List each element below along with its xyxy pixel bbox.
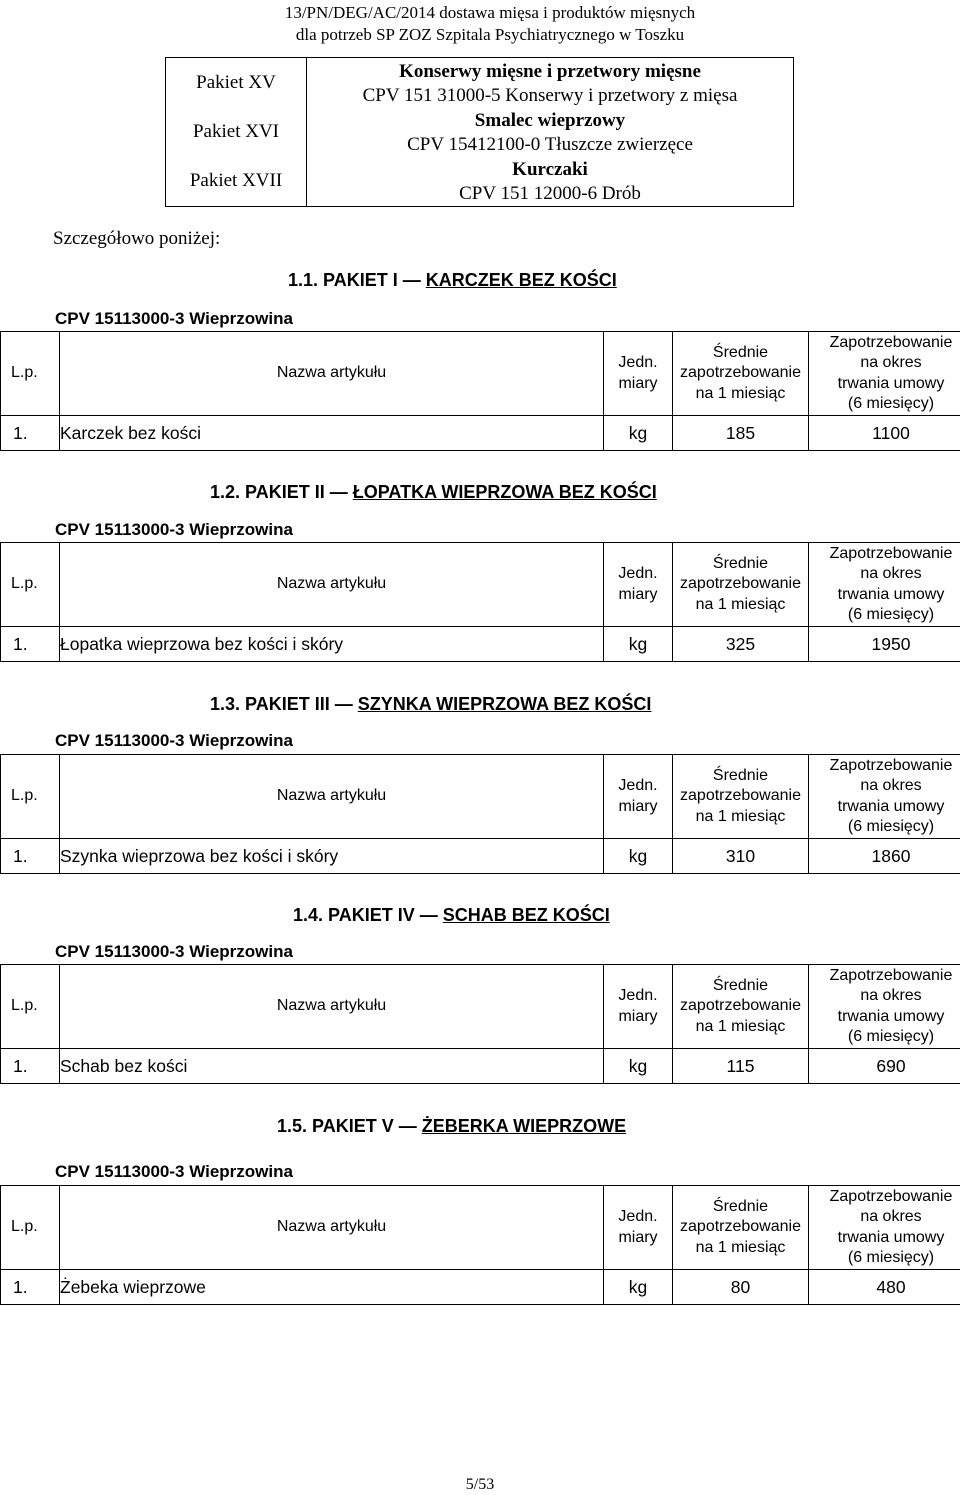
header-lp: L.p.: [1, 965, 60, 1049]
page-number: 5/53: [465, 1476, 495, 1493]
header-unit-line: Jedn.: [618, 1208, 658, 1225]
header-unit-line: Jedn.: [618, 565, 658, 582]
header-lp: L.p.: [1, 1186, 60, 1270]
header-total-line: trwania umowy: [837, 1228, 945, 1246]
cell-lp: 1.: [1, 839, 60, 874]
table-header-row: [1, 755, 960, 839]
header-name: Nazwa artykułu: [60, 332, 604, 416]
header-avg-line: na 1 miesiąc: [695, 807, 786, 825]
table-header-row: [1, 965, 960, 1049]
cell-unit: kg: [604, 1270, 673, 1305]
header-total-line: na okres: [860, 565, 922, 582]
header-total-line: na okres: [860, 987, 922, 1004]
header-name: Nazwa artykułu: [60, 543, 604, 627]
header-total-line: Zapotrzebowanie: [829, 756, 953, 774]
cell-lp: 1.: [1, 1270, 60, 1305]
details-label: Szczegółowo poniżej:: [53, 228, 221, 249]
header-unit-line: miary: [618, 1228, 658, 1246]
pakiet-name: ŁOPATKA WIEPRZOWA BEZ KOŚCI: [352, 482, 657, 502]
header-unit: [604, 965, 673, 1049]
overview-item-title: Konserwy mięsne i przetwory mięsne: [399, 61, 701, 82]
header-avg-line: Średnie: [712, 1197, 769, 1215]
header-total: [809, 965, 960, 1049]
header-lp: L.p.: [1, 332, 60, 416]
overview-item-cpv: CPV 151 12000-6 Drób: [459, 183, 641, 205]
pakiet-table: [0, 331, 960, 451]
pakiet-number: 1.3.: [210, 694, 241, 714]
document-header: [0, 2, 960, 46]
overview-pakiet-cell: [166, 58, 307, 207]
cell-total: 1100: [809, 416, 960, 451]
pakiet-title: [288, 270, 617, 291]
header-total: [809, 1186, 960, 1270]
cell-avg: 80: [673, 1270, 809, 1305]
header-total-line: Zapotrzebowanie: [829, 333, 953, 351]
header-total-line: trwania umowy: [837, 585, 945, 603]
header-avg-line: Średnie: [712, 976, 769, 994]
pakiet-cpv: CPV 15113000-3 Wieprzowina: [55, 520, 293, 539]
header-line-2: dla potrzeb SP ZOZ Szpitala Psychiatrycznego w Toszku: [295, 25, 685, 44]
header-total-line: Zapotrzebowanie: [829, 966, 953, 984]
pakiet-table: [0, 1185, 960, 1305]
header-total: [809, 543, 960, 627]
table-header-row: [1, 1186, 960, 1270]
cell-name: Karczek bez kości: [60, 416, 604, 451]
header-unit-line: Jedn.: [618, 987, 658, 1004]
header-avg-line: Średnie: [712, 343, 769, 361]
header-unit-line: Jedn.: [618, 354, 658, 371]
overview-item-cpv: CPV 151 31000-5 Konserwy i przetwory z mięsa: [362, 85, 738, 107]
header-unit-line: miary: [618, 585, 658, 603]
pakiet-cpv: CPV 15113000-3 Wieprzowina: [55, 1162, 293, 1181]
header-total: [809, 332, 960, 416]
cell-unit: kg: [604, 416, 673, 451]
pakiet-name: SCHAB BEZ KOŚCI: [442, 905, 610, 925]
cell-total: 1950: [809, 627, 960, 662]
pakiet-label: PAKIET V: [312, 1116, 394, 1136]
cell-avg: 325: [673, 627, 809, 662]
header-unit: [604, 332, 673, 416]
table-row: [1, 627, 960, 662]
pakiet-dash: —: [334, 694, 353, 714]
header-total-line: (6 miesięcy): [847, 1028, 935, 1045]
cell-name: Łopatka wieprzowa bez kości i skóry: [60, 627, 604, 662]
table-header-row: [1, 543, 960, 627]
pakiet-title: [277, 1116, 626, 1137]
header-avg-line: zapotrzebowanie: [680, 787, 801, 805]
header-avg: [673, 332, 809, 416]
header-line-1: 13/PN/DEG/AC/2014 dostawa mięsa i produktów mięsnych: [284, 3, 696, 22]
cell-lp: 1.: [1, 416, 60, 451]
header-avg: [673, 755, 809, 839]
pakiet-label: PAKIET II: [245, 482, 325, 502]
cell-lp: 1.: [1, 1049, 60, 1084]
pakiet-name: ŻEBERKA WIEPRZOWE: [421, 1116, 627, 1136]
pakiet-table: [0, 964, 960, 1084]
table-header-row: [1, 332, 960, 416]
overview-item-cpv: CPV 15412100-0 Tłuszcze zwierzęce: [407, 134, 693, 156]
pakiet-table: [0, 542, 960, 662]
header-unit-line: miary: [618, 797, 658, 815]
overview-pakiet-xvi: Pakiet XVI: [192, 121, 279, 142]
header-avg-line: na 1 miesiąc: [695, 595, 786, 613]
pakiet-number: 1.4.: [293, 905, 324, 925]
header-avg-line: Średnie: [712, 766, 769, 784]
header-avg-line: na 1 miesiąc: [695, 1017, 786, 1035]
overview-description-cell: [307, 58, 794, 207]
header-avg: [673, 965, 809, 1049]
header-lp: L.p.: [1, 543, 60, 627]
header-total-line: (6 miesięcy): [847, 1249, 935, 1266]
pakiet-dash: —: [402, 270, 421, 290]
table-row: [1, 416, 960, 451]
pakiet-dash: —: [398, 1116, 417, 1136]
header-total-line: Zapotrzebowanie: [829, 1187, 953, 1205]
header-avg: [673, 543, 809, 627]
header-unit: [604, 755, 673, 839]
pakiet-dash: —: [419, 905, 438, 925]
header-unit: [604, 1186, 673, 1270]
header-avg-line: na 1 miesiąc: [695, 1238, 786, 1256]
cell-unit: kg: [604, 627, 673, 662]
cell-unit: kg: [604, 839, 673, 874]
header-avg-line: zapotrzebowanie: [680, 1218, 801, 1236]
pakiet-cpv: CPV 15113000-3 Wieprzowina: [55, 731, 293, 750]
overview-item-title: Kurczaki: [512, 158, 588, 180]
header-name: Nazwa artykułu: [60, 755, 604, 839]
header-unit: [604, 543, 673, 627]
header-unit-line: Jedn.: [618, 777, 658, 794]
pakiet-title: [210, 694, 651, 715]
header-avg-line: zapotrzebowanie: [680, 364, 801, 382]
cell-total: 690: [809, 1049, 960, 1084]
overview-pakiet-xvii: Pakiet XVII: [189, 170, 283, 191]
header-total-line: (6 miesięcy): [847, 395, 935, 412]
pakiet-name: SZYNKA WIEPRZOWA BEZ KOŚCI: [357, 694, 652, 714]
table-row: [1, 1270, 960, 1305]
header-avg: [673, 1186, 809, 1270]
header-total-line: (6 miesięcy): [847, 606, 935, 623]
cell-unit: kg: [604, 1049, 673, 1084]
overview-pakiet-xv: Pakiet XV: [196, 72, 276, 93]
cell-name: Szynka wieprzowa bez kości i skóry: [60, 839, 604, 874]
table-row: [1, 839, 960, 874]
pakiet-cpv: CPV 15113000-3 Wieprzowina: [55, 309, 293, 328]
cell-avg: 310: [673, 839, 809, 874]
pakiet-table: [0, 754, 960, 874]
header-total-line: Zapotrzebowanie: [829, 544, 953, 562]
pakiet-label: PAKIET I: [323, 270, 398, 290]
header-total-line: trwania umowy: [837, 797, 945, 815]
pakiet-dash: —: [329, 482, 348, 502]
header-avg-line: zapotrzebowanie: [680, 575, 801, 593]
header-unit-line: miary: [618, 1007, 658, 1025]
pakiet-number: 1.1.: [288, 270, 319, 290]
cell-name: Schab bez kości: [60, 1049, 604, 1084]
cell-lp: 1.: [1, 627, 60, 662]
header-avg-line: na 1 miesiąc: [695, 384, 786, 402]
pakiet-title: [210, 482, 657, 503]
pakiet-title: [293, 905, 610, 926]
cell-name: Żebeka wieprzowe: [60, 1270, 604, 1305]
pakiet-name: KARCZEK BEZ KOŚCI: [425, 270, 617, 290]
overview-item-title: Smalec wieprzowy: [474, 109, 626, 131]
cell-total: 480: [809, 1270, 960, 1305]
cell-avg: 115: [673, 1049, 809, 1084]
pakiet-cpv: CPV 15113000-3 Wieprzowina: [55, 942, 293, 961]
header-total-line: (6 miesięcy): [847, 818, 935, 835]
pakiet-label: PAKIET IV: [328, 905, 415, 925]
header-total-line: trwania umowy: [837, 374, 945, 392]
header-total-line: na okres: [860, 777, 922, 794]
header-name: Nazwa artykułu: [60, 1186, 604, 1270]
header-total-line: trwania umowy: [837, 1007, 945, 1025]
header-total: [809, 755, 960, 839]
header-total-line: na okres: [860, 354, 922, 371]
header-lp: L.p.: [1, 755, 60, 839]
header-avg-line: Średnie: [712, 554, 769, 572]
cell-total: 1860: [809, 839, 960, 874]
header-total-line: na okres: [860, 1208, 922, 1225]
pakiet-label: PAKIET III: [245, 694, 330, 714]
overview-table: [165, 57, 794, 207]
header-avg-line: zapotrzebowanie: [680, 997, 801, 1015]
table-row: [1, 1049, 960, 1084]
cell-avg: 185: [673, 416, 809, 451]
pakiet-number: 1.5.: [277, 1116, 308, 1136]
header-name: Nazwa artykułu: [60, 965, 604, 1049]
pakiet-number: 1.2.: [210, 482, 241, 502]
header-unit-line: miary: [618, 374, 658, 392]
